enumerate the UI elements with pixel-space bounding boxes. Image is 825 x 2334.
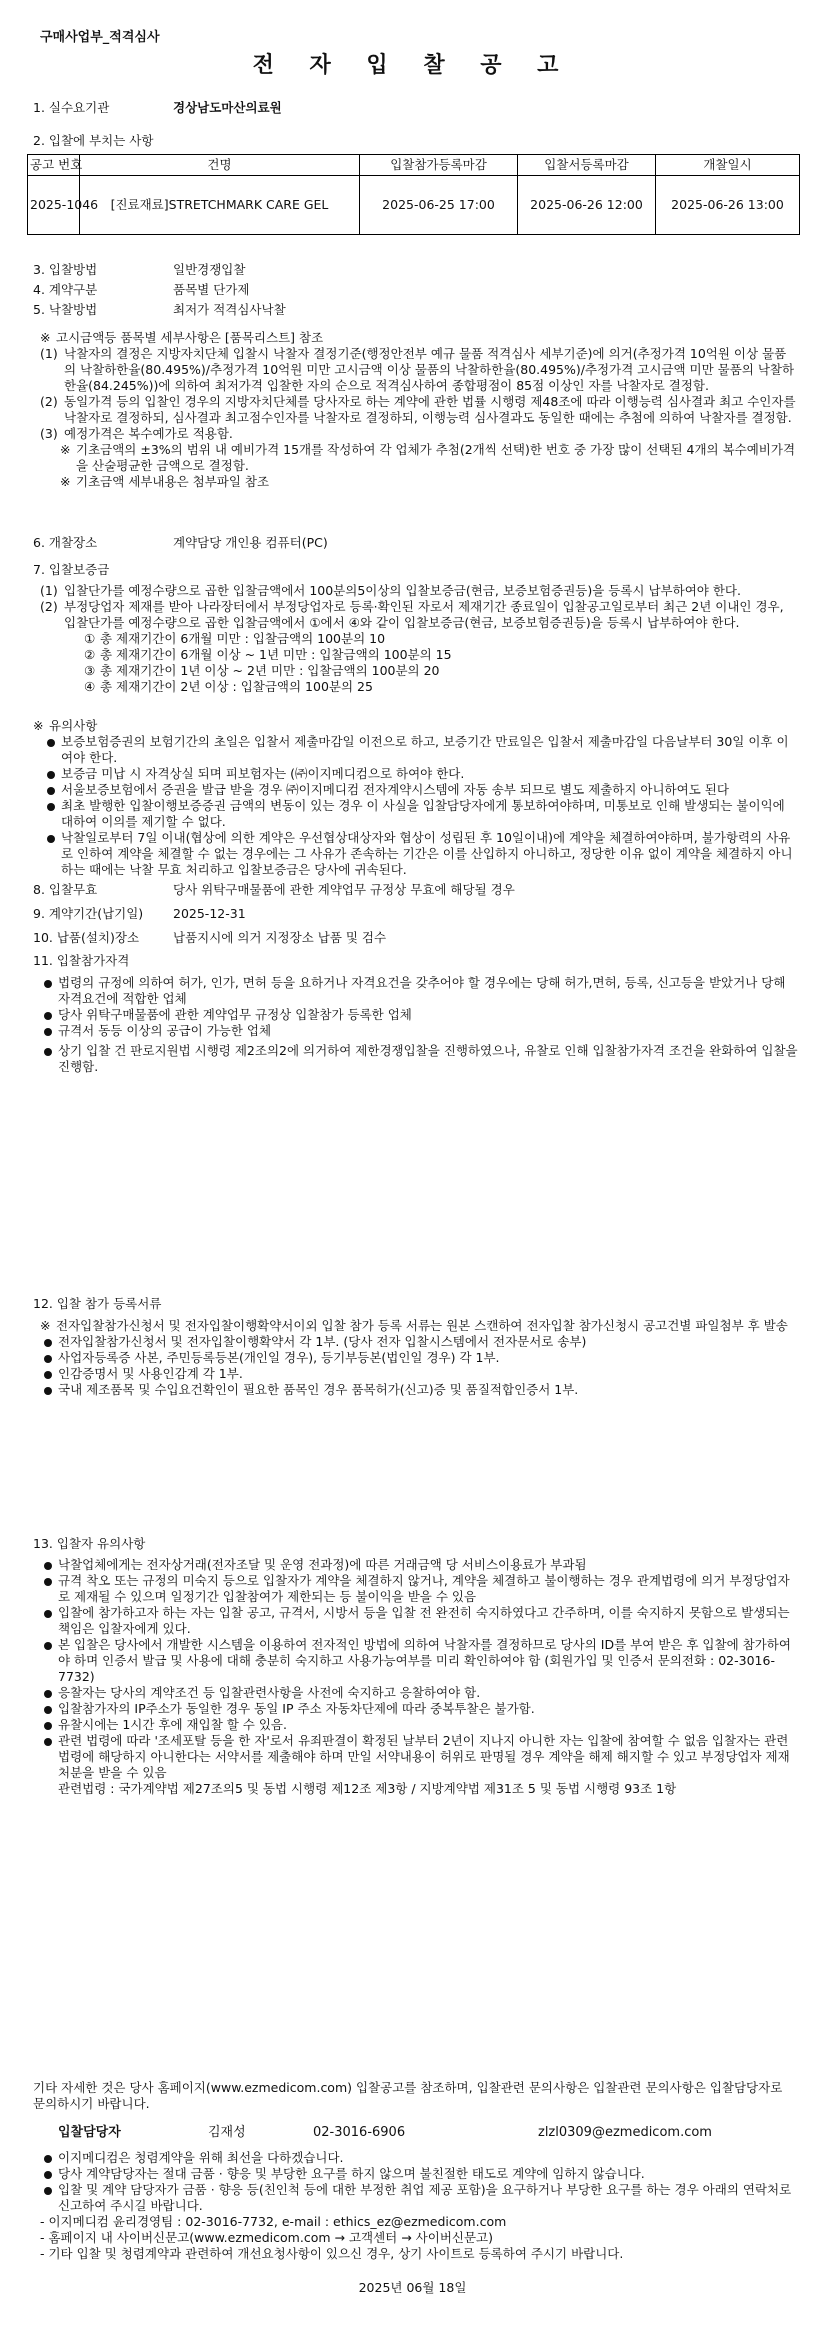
bullet-icon: [44, 2187, 52, 2195]
section-8: [33, 882, 515, 898]
note-marker: ※: [33, 718, 44, 733]
report-line: - 홈페이지 내 사이버신문고(www.ezmedicom.com → 고객센터 → 사이버신문고): [40, 2230, 493, 2245]
bullet-icon: [44, 1690, 52, 1698]
item-text: 보증금 미납 시 자격상실 되며 피보험자는 (㈜이지메디컴으로 하여야 한다.: [61, 766, 465, 781]
item-marker: (2): [40, 599, 58, 614]
item-text: 기초금액 세부내용은 첨부파일 참조: [76, 474, 270, 489]
list-item: [43, 766, 798, 782]
item-text: 당사 계약담당자는 절대 금품 · 향응 및 부당한 요구를 하지 않으며 불친절한 태도로 계약에 임하지 않습니다.: [58, 2166, 645, 2181]
section-4: [33, 282, 249, 298]
item-marker: ②: [84, 647, 96, 662]
section-12-body: [40, 1318, 798, 1398]
contact-label: 입찰담당자: [58, 2125, 121, 2140]
table-header-cell: 입찰참가등록마감: [360, 155, 518, 176]
caution-heading: [33, 718, 798, 734]
item-marker: ③: [84, 663, 96, 678]
item-text: 인감증명서 및 사용인감계 각 1부.: [58, 1366, 243, 1381]
item-text: 입찰참가자의 IP주소가 동일한 경우 동일 IP 주소 자동차단제에 따라 중복투찰은 불가함.: [58, 1701, 535, 1716]
report-line: - 기타 입찰 및 청렴계약과 관련하여 개선요청사항이 있으신 경우, 상기 사이트로 등록하여 주시기 바랍니다.: [40, 2246, 624, 2261]
section-5-notes: [40, 330, 798, 490]
section-9-label: 9. 계약기간(납기일): [33, 906, 144, 921]
bullet-icon: [44, 1028, 52, 1036]
item-text: 사업자등록증 사본, 주민등록등본(개인일 경우), 등기부등본(법인일 경우) 각 1부.: [58, 1350, 500, 1365]
section-9-value: 2025-12-31: [173, 906, 246, 921]
section-10-value: 납품지시에 의거 지정장소 납품 및 검수: [173, 930, 387, 945]
list-item: [40, 599, 798, 631]
list-item: [40, 1366, 798, 1382]
notice-date: 2025년 06월 18일: [358, 2280, 467, 2295]
bullet-icon: [47, 803, 55, 811]
list-item: [40, 346, 798, 394]
list-item: [43, 782, 798, 798]
item-text: 본 입찰은 당사에서 개발한 시스템을 이용하여 전자적인 방법에 의하여 낙찰자를 결정하므로 당사의 ID를 부여 받은 후 입찰에 참가하여야 하며 인증서 발급 및 사용에 대해 충분히 숙지하고 사용가능여부를 미리 확인하여야 함 (회원가입 및 인증서 문의전화 : 02-3016-7732): [58, 1637, 791, 1684]
registration-deadline: 2025-06-25 17:00: [360, 176, 518, 235]
note-text: 고시금액등 품목별 세부사항은 [품목리스트] 참조: [56, 330, 324, 345]
section-11-label: 11. 입찰참가자격: [33, 953, 130, 968]
section-4-label: 4. 계약구분: [33, 282, 98, 297]
law-reference: 관련법령 : 국가계약법 제27조의5 및 동법 시행령 제12조 제3항 / 지방계약법 제31조 5 및 동법 시행령 93조 1항: [58, 1781, 677, 1796]
list-item: [40, 1573, 798, 1605]
bullet-icon: [44, 1048, 52, 1056]
bullet-icon: [47, 771, 55, 779]
list-item: [40, 426, 798, 442]
bullet-icon: [44, 1371, 52, 1379]
item-text: 규격 착오 또는 규정의 미숙지 등으로 입찰자가 계약을 체결하지 않거나, 계약을 체결하고 불이행하는 경우 관계법령에 의거 부정당업자로 제재될 수 있으며 일정기간 입찰참여가 제한되는 등 불이익을 받을 수 있음: [58, 1573, 790, 1604]
item-text: 법령의 규정에 의하여 허가, 인가, 면허 등을 요하거나 자격요건을 갖추어야 할 경우에는 당해 허가,면허, 등록, 신고등을 받았거나 당해 자격요건에 적합한 업체: [58, 975, 786, 1006]
list-item: [43, 798, 798, 830]
list-item: [40, 1701, 798, 1717]
opening-time: 2025-06-26 13:00: [656, 176, 800, 235]
list-item: [40, 1043, 798, 1075]
section-7-label: 7. 입찰보증금: [33, 562, 110, 577]
list-item: [40, 2150, 798, 2166]
table-header-cell: 입찰서등록마감: [518, 155, 656, 176]
section-1: [33, 100, 282, 116]
item-text: 낙찰업체에게는 전자상거래(전자조달 및 운영 전과정)에 따른 거래금액 당 서비스이용료가 부과됨: [58, 1557, 587, 1572]
bullet-icon: [47, 739, 55, 747]
bullet-icon: [44, 1610, 52, 1618]
section-12-label: 12. 입찰 참가 등록서류: [33, 1296, 162, 1311]
section-6-label: 6. 개찰장소: [33, 535, 98, 550]
item-text: 국내 제조품목 및 수입요건확인이 필요한 품목인 경우 품목허가(신고)증 및 품질적합인증서 1부.: [58, 1382, 579, 1397]
item-text: 총 제재기간이 2년 이상 : 입찰금액의 100분의 25: [100, 679, 373, 694]
bullet-icon: [44, 1012, 52, 1020]
item-text: 총 제재기간이 1년 이상 ~ 2년 미만 : 입찰금액의 100분의 20: [100, 663, 440, 678]
list-item: [40, 1023, 798, 1039]
item-marker: (1): [40, 346, 58, 361]
item-text: 전자입찰참가신청서 및 전자입찰이행확약서 각 1부. (당사 전자 입찰시스템에서 전자문서로 송부): [58, 1334, 587, 1349]
section-5-value: 최저가 적격심사낙찰: [173, 302, 286, 317]
section-4-value: 품목별 단가제: [173, 282, 250, 297]
note-marker: ※: [40, 330, 51, 345]
notice-number: 2025-1046: [28, 176, 80, 235]
table-header-cell: 건명: [80, 155, 360, 176]
item-text: 낙찰자의 결정은 지방자치단체 입찰시 낙찰자 결정기준(행정안전부 예규 물품 적격심사 세부기준)에 의거(추정가격 10억원 이상 물품의 낙찰하한율(80.495%)/추정가격 10억원 미만 고시금액 이상 물품의 낙찰하한율(80.495%)/추정가격 고시금액 미만 물품의 낙찰하한율(84.245%))에 의하여 최저가격 입찰한 자의 순으로 적격심사하여 종합평점이 85점 이상인 자를 낙찰자로 결정함.: [64, 346, 795, 393]
item-marker: (1): [40, 583, 58, 598]
section-3-label: 3. 입찰방법: [33, 262, 98, 277]
item-text: 보증보험증권의 보험기간의 초일은 입찰서 제출마감일 이전으로 하고, 보증기간 만료일은 입찰서 제출마감일 다음날부터 30일 이후 이여야 한다.: [61, 734, 789, 765]
contact-email: zlzl0309@ezmedicom.com: [538, 2125, 712, 2140]
item-text: 이지메디컴은 청렴계약을 위해 최선을 다하겠습니다.: [58, 2150, 344, 2165]
bullet-icon: [44, 1706, 52, 1714]
section-8-label: 8. 입찰무효: [33, 882, 98, 897]
section-3-value: 일반경쟁입찰: [173, 262, 246, 277]
list-item: [40, 679, 798, 695]
section-13-body: [40, 1557, 798, 1797]
item-text: 동일가격 등의 입찰인 경우의 지방자치단체를 당사자로 하는 계약에 관한 법률 시행령 제48조에 따라 이행능력 심사결과 최고 수인자를 낙찰자로 결정하되, 심사결과 최고점수인자를 낙찰자로 결정하되, 이행능력 심사결과도 동일한 때에는 추첨에 의하여 낙찰자를 결정함.: [64, 394, 796, 425]
list-item: [40, 1557, 798, 1573]
item-text: 유찰시에는 1시간 후에 재입찰 할 수 있음.: [58, 1717, 287, 1732]
list-item: [40, 975, 798, 1007]
item-text: 최초 발행한 입찰이행보증증권 금액의 변동이 있는 경우 이 사실을 입찰담당자에게 통보하여야하며, 미통보로 인해 발생되는 불이익에 대하여 이의를 제기할 수 없다.: [61, 798, 785, 829]
list-item: [40, 1733, 798, 1781]
department-label: 구매사업부_적격심사: [40, 30, 160, 45]
footer-info: 기타 자세한 것은 당사 홈페이지(www.ezmedicom.com) 입찰공고를 참조하며, 입찰관련 문의사항은 입찰관련 문의사항은 입찰담당자로 문의하시기 바랍니다.: [33, 2080, 783, 2111]
section-8-value: 당사 위탁구매물품에 관한 계약업무 규정상 무효에 해당될 경우: [173, 882, 515, 897]
item-marker: ※: [60, 442, 71, 457]
table-row: [28, 176, 800, 235]
item-text: 총 제재기간이 6개월 미만 : 입찰금액의 100분의 10: [100, 631, 386, 646]
section-5: [33, 302, 286, 318]
section-6: [33, 535, 328, 551]
list-item: [40, 1717, 798, 1733]
bullet-icon: [47, 835, 55, 843]
item-marker: (3): [40, 426, 58, 441]
table-header-cell: 개찰일시: [656, 155, 800, 176]
bullet-icon: [44, 1339, 52, 1347]
list-item: [40, 1685, 798, 1701]
item-marker: ④: [84, 679, 96, 694]
section-10-label: 10. 납품(설치)장소: [33, 930, 140, 945]
list-item: [40, 1350, 798, 1366]
item-text: 입찰단가를 예정수량으로 곱한 입찰금액에서 100분의5이상의 입찰보증금(현금, 보증보험증권등)을 등록시 납부하여야 한다.: [64, 583, 741, 598]
item-text: 부정당업자 제재를 받아 나라장터에서 부정당업자로 등록·확인된 자로서 제재기간 종료일이 입찰공고일로부터 최근 2년 이내인 경우, 입찰단가를 예정수량으로 곱한 입찰금액에서 ①에서 ④와 같이 입찰보증금(현금, 보증보험증권등)을 등록시 납부하여야 한다.: [64, 599, 784, 630]
item-marker: ※: [60, 474, 71, 489]
bid-items-table: [27, 154, 800, 235]
footer-ethics: [40, 2150, 798, 2262]
section-5-label: 5. 낙찰방법: [33, 302, 98, 317]
section-7-body: [40, 583, 798, 695]
note-line: [40, 1318, 798, 1334]
list-item: [40, 1007, 798, 1023]
list-item: [40, 1334, 798, 1350]
section-10: [33, 930, 386, 946]
list-item: [40, 1605, 798, 1637]
list-item: [40, 663, 798, 679]
note-text: 전자입찰참가신청서 및 전자입찰이행확약서이외 입찰 참가 등록 서류는 원본 스캔하여 전자입찰 참가신청시 공고건별 파일첨부 후 발송: [56, 1318, 788, 1333]
bullet-icon: [44, 1578, 52, 1586]
note-text: 유의사항: [49, 718, 98, 733]
item-text: 당사 위탁구매물품에 관한 계약업무 규정상 입찰참가 등록한 업체: [58, 1007, 412, 1022]
bullet-icon: [44, 1562, 52, 1570]
contact-name: 김재성: [208, 2125, 246, 2140]
bullet-icon: [44, 1722, 52, 1730]
section-2-label: 2. 입찰에 부치는 사항: [33, 133, 154, 148]
item-text: 응찰자는 당사의 계약조건 등 입찰관련사항을 사전에 숙지하고 응찰하여야 함.: [58, 1685, 481, 1700]
agency-name: 경상남도마산의료원: [173, 100, 282, 115]
bullet-icon: [44, 1738, 52, 1746]
item-name: [진료재료]STRETCHMARK CARE GEL: [80, 176, 360, 235]
table-header-cell: 공고 번호: [28, 155, 80, 176]
bullet-icon: [44, 1387, 52, 1395]
item-text: 기초금액의 ±3%의 범위 내 예비가격 15개를 작성하여 각 업체가 추첨(2개씩 선택)한 번호 중 가장 많이 선택된 4개의 복수예비가격을 산술평균한 금액으로 결정함.: [76, 442, 796, 473]
item-text: 관련 법령에 따라 '조세포탈 등을 한 자'로서 유죄판결이 확정된 날부터 2년이 지나지 아니한 자는 입찰에 참여할 수 없음 입찰자는 관련법령에 해당하지 아니한다는 서약서를 제출해야 하며 만일 서약내용이 허위로 판명될 경우 계약을 해제 해지할 수 있고 부정당업자 제재 처분을 받을 수 있음: [58, 1733, 790, 1780]
section-13-label: 13. 입찰자 유의사항: [33, 1536, 146, 1551]
list-item: [43, 830, 798, 878]
list-item: [40, 1382, 798, 1398]
note-line: [40, 330, 798, 346]
list-item: [40, 1637, 798, 1685]
list-item: [40, 583, 798, 599]
item-text: 총 제재기간이 6개월 이상 ~ 1년 미만 : 입찰금액의 100분의 15: [100, 647, 452, 662]
list-item: [40, 2166, 798, 2182]
section-1-label: 1. 실수요기관: [33, 100, 110, 115]
list-item: [43, 734, 798, 766]
section-6-value: 계약담당 개인용 컴퓨터(PC): [173, 535, 328, 550]
section-3: [33, 262, 245, 278]
item-marker: (2): [40, 394, 58, 409]
item-text: 예정가격은 복수예가로 적용함.: [64, 426, 233, 441]
bullet-icon: [44, 2171, 52, 2179]
bullet-icon: [44, 980, 52, 988]
bullet-icon: [44, 1355, 52, 1363]
section-7-cautions: [33, 718, 798, 878]
list-item: [40, 631, 798, 647]
table-header-row: [28, 155, 800, 176]
page-title: 전 자 입 찰 공 고: [252, 53, 573, 78]
list-item: [40, 394, 798, 426]
list-item: [40, 647, 798, 663]
item-text: 상기 입찰 건 판로지원법 시행령 제2조의2에 의거하여 제한경쟁입찰을 진행하였으나, 유찰로 인해 입찰참가자격 조건을 완화하여 입찰을 진행함.: [58, 1043, 798, 1074]
contact-phone: 02-3016-6906: [313, 2125, 406, 2140]
list-item: [40, 442, 798, 474]
list-item: [40, 474, 798, 490]
item-text: 낙찰일로부터 7일 이내(협상에 의한 계약은 우선협상대상자와 협상이 성립된 후 10일이내)에 계약을 체결하여야하며, 불가항력의 사유로 인하여 계약을 체결할 수 없는 경우에는 그 사유가 존속하는 기간은 이를 산입하지 아니하고, 정당한 이유 없이 계약을 체결하지 아니하는 때에는 낙찰 무효 처리하고 입찰보증금은 당사에 귀속된다.: [61, 830, 793, 877]
item-text: 입찰 및 계약 담당자가 금품 · 향응 등(친인척 등에 대한 부정한 취업 제공 포함)을 요구하거나 부당한 요구를 하는 경우 아래의 연락처로 신고하여 주시길 바랍니다.: [58, 2182, 792, 2213]
item-marker: ①: [84, 631, 96, 646]
section-9: [33, 906, 246, 922]
item-text: 입찰에 참가하고자 하는 자는 입찰 공고, 규격서, 시방서 등을 입찰 전 완전히 숙지하였다고 간주하며, 이를 숙지하지 못함으로 발생되는 책임은 입찰자에게 있다.: [58, 1605, 790, 1636]
item-text: 서울보증보험에서 증권을 발급 받을 경우 ㈜이지메디컴 전자계약시스템에 자동 송부 되므로 별도 제출하지 아니하여도 된다: [61, 782, 729, 797]
bullet-icon: [47, 787, 55, 795]
section-11-body: [40, 975, 798, 1075]
list-item: [40, 2182, 798, 2214]
note-marker: ※: [40, 1318, 51, 1333]
bid-deadline: 2025-06-26 12:00: [518, 176, 656, 235]
bullet-icon: [44, 1642, 52, 1650]
item-text: 규격서 동등 이상의 공급이 가능한 업체: [58, 1023, 272, 1038]
bullet-icon: [44, 2155, 52, 2163]
report-line: - 이지메디컴 윤리경영팀 : 02-3016-7732, e-mail : ethics_ez@ezmedicom.com: [40, 2214, 507, 2229]
